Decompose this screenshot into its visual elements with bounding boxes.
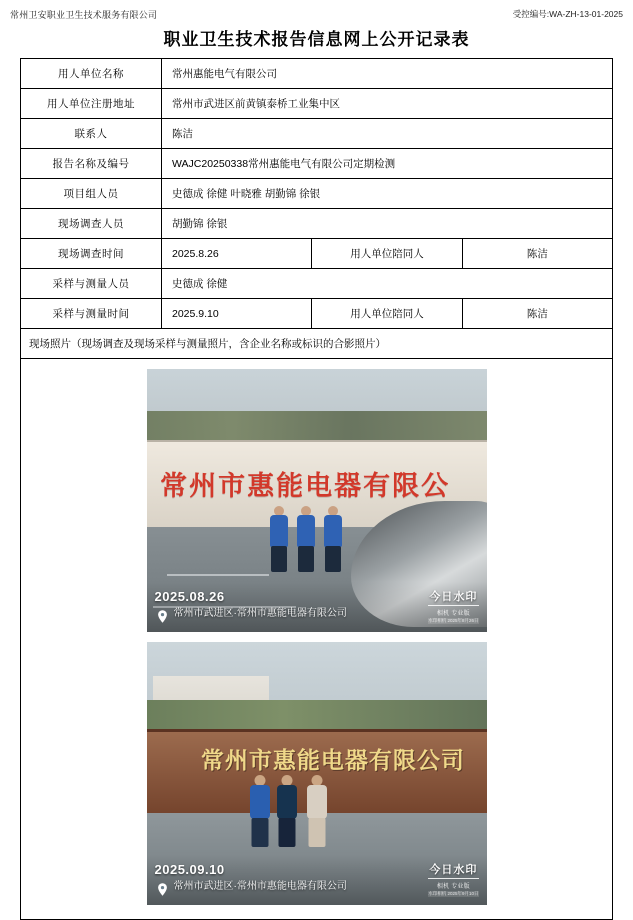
row-value: 2025.8.26 [162,239,312,269]
person-figure [296,506,316,572]
header-company-name: 常州卫安职业卫生技术服务有限公司 [10,10,158,20]
row-value: 胡勤锦 徐银 [162,209,613,239]
row-value: 2025.9.10 [162,299,312,329]
row-value-secondary: 陈洁 [462,299,612,329]
watermark-badge-title: 今日水印 [428,588,478,606]
table-row-photos [21,359,613,920]
photos-section-header: 现场照片（现场调查及现场采样与测量照片，含企业名称或标识的合影照片） [21,329,613,359]
table-row [21,269,613,299]
photo-2-image [147,642,487,905]
photo-1 [147,369,487,632]
row-label-secondary: 用人单位陪同人 [312,239,462,269]
location-pin-icon [155,882,170,897]
table-row [21,119,613,149]
row-label: 用人单位注册地址 [21,89,162,119]
photo-1-watermark [147,582,487,632]
photo-1-sign-text: 常州市惠能电器有限公 [160,470,451,501]
row-value: 史德成 徐健 [162,269,613,299]
person-figure [249,775,271,847]
person-figure [306,775,328,847]
photo-1-location: 常州市武进区·常州市惠能电器有限公司 [173,608,347,619]
person-figure [276,775,298,847]
table-row [21,59,613,89]
parking-line [167,574,269,576]
row-value: 常州市武进区前黄镇泰桥工业集中区 [162,89,613,119]
photo-2-watermark-badge [428,861,478,897]
photo-1-date: 2025.08.26 [154,589,225,604]
row-label: 报告名称及编号 [21,149,162,179]
photos-cell [21,359,613,920]
page-title: 职业卫生技术报告信息网上公开记录表 [163,30,470,49]
row-label: 项目组人员 [21,179,162,209]
photo-2 [147,642,487,905]
page-header [0,0,633,23]
photo-2-sign-text: 常州市惠能电器有限公司 [200,747,465,773]
table-row [21,89,613,119]
row-value: 常州惠能电气有限公司 [162,59,613,89]
record-table [20,58,613,920]
watermark-badge-subtitle: 相机 专业版 [436,611,470,617]
table-row [21,209,613,239]
location-pin-icon [155,609,170,624]
row-label: 采样与测量时间 [21,299,162,329]
row-label: 联系人 [21,119,162,149]
watermark-badge-subtitle: 相机 专业版 [436,884,470,890]
row-label: 用人单位名称 [21,59,162,89]
person-figure [269,506,289,572]
row-label: 现场调查人员 [21,209,162,239]
photo-2-watermark [147,855,487,905]
row-label: 现场调查时间 [21,239,162,269]
row-value: 史德成 徐健 叶晓雅 胡勤锦 徐银 [162,179,613,209]
watermark-badge-title: 今日水印 [428,861,478,879]
watermark-badge-note: 水印相机 2025年9月10日 [428,891,479,896]
photo-1-watermark-badge [428,588,478,624]
person-figure [323,506,343,572]
row-label: 采样与测量人员 [21,269,162,299]
table-row-photos-header [21,329,613,359]
photo-1-image [147,369,487,632]
header-control-number: 受控编号:WA-ZH-13-01-2025 [512,9,623,19]
row-value-secondary: 陈洁 [462,239,612,269]
table-row-survey-time [21,239,613,269]
table-row [21,179,613,209]
row-label-secondary: 用人单位陪同人 [312,299,462,329]
row-value: WAJC20250338常州惠能电气有限公司定期检测 [162,149,613,179]
watermark-badge-note: 水印相机 2025年8月26日 [428,618,479,623]
table-row-sampling-time [21,299,613,329]
hedge-region [147,700,487,732]
photo-2-date: 2025.09.10 [154,862,225,877]
row-value: 陈洁 [162,119,613,149]
photo-2-location: 常州市武进区·常州市惠能电器有限公司 [173,881,347,892]
table-row [21,149,613,179]
